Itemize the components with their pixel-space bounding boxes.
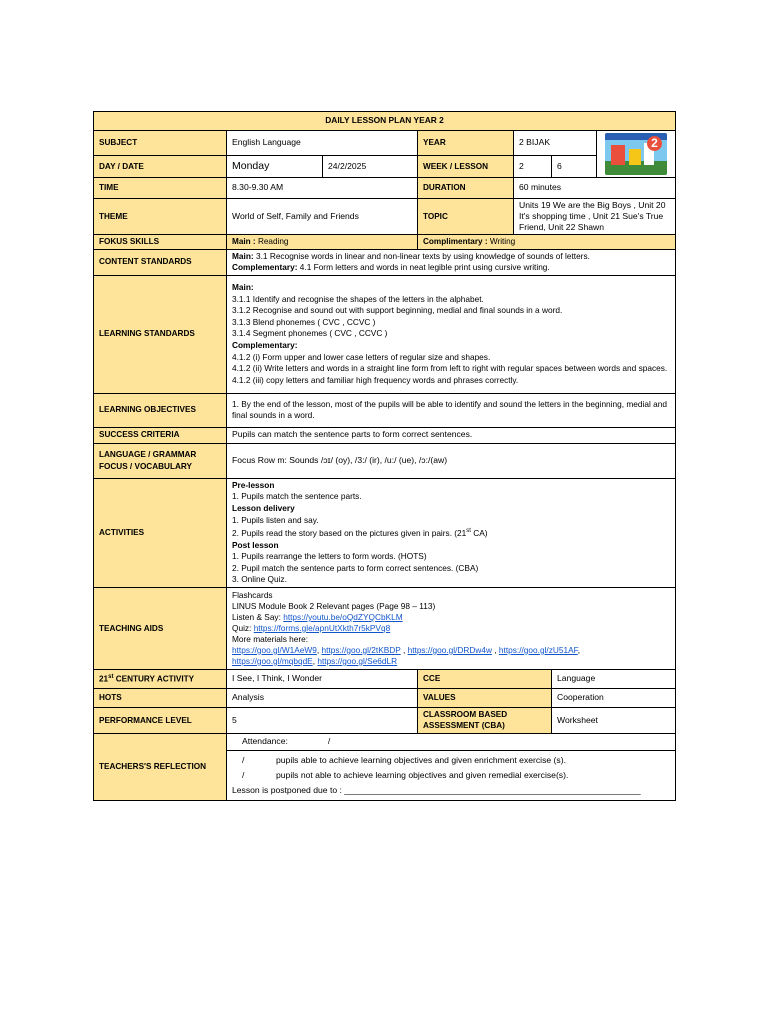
reflection-mark: / bbox=[242, 770, 245, 781]
attendance-cell bbox=[227, 734, 676, 751]
delivery-2-sup: st bbox=[466, 528, 471, 535]
learning-standards-label: LEARNING STANDARDS bbox=[94, 275, 227, 393]
fokus-main-value: Reading bbox=[257, 237, 289, 246]
aid-links-line: https://goo.gl/W1AeW9, https://goo.gl/2tKBDP , https://goo.gl/DRDw4w , https://goo.gl/zU51AF, bbox=[232, 644, 581, 655]
quiz-link[interactable]: https://forms.gle/apnUtXkth7r5kPVq8 bbox=[253, 622, 391, 633]
material-link[interactable]: https://goo.gl/Se6dLR bbox=[317, 655, 398, 666]
ls-main-item: 3.1.3 Blend phonemes ( CVC , CCVC ) bbox=[232, 316, 376, 327]
performance-row bbox=[94, 707, 676, 733]
listen-label: Listen & Say: bbox=[232, 611, 281, 622]
ls-comp-item: 4.1.2 (ii) Write letters and words in a straight line form from left to right with regular spaces between words and spaces. bbox=[232, 363, 668, 374]
reflection-mark: / bbox=[242, 755, 245, 766]
activities-row bbox=[94, 478, 676, 587]
content-standards-value bbox=[227, 249, 676, 275]
page-title: DAILY LESSON PLAN YEAR 2 bbox=[94, 112, 676, 131]
ls-comp-label: Complementary: bbox=[232, 340, 298, 351]
week-lesson-label: WEEK / LESSON bbox=[418, 156, 514, 178]
performance-level-value: 5 bbox=[227, 707, 418, 733]
learning-standards-value bbox=[227, 275, 676, 393]
time-row bbox=[94, 178, 676, 199]
material-link[interactable]: https://goo.gl/DRDw4w bbox=[407, 644, 492, 655]
ls-main-label: Main: bbox=[232, 282, 254, 293]
reflection-row-attendance bbox=[94, 734, 676, 751]
reflection-text: pupils able to achieve learning objectives and given enrichment exercise (s). bbox=[276, 755, 566, 766]
century-label-sup: st bbox=[108, 674, 114, 681]
post-lesson-item: 2. Pupil match the sentence parts to form correct sentences. (CBA) bbox=[232, 562, 479, 573]
fokus-main bbox=[227, 235, 418, 250]
cba-label: CLASSROOM BASED ASSESSMENT (CBA) bbox=[418, 707, 552, 733]
lesson-plan-table bbox=[93, 111, 676, 801]
subject-row bbox=[94, 131, 676, 156]
theme-value: World of Self, Family and Friends bbox=[227, 199, 418, 235]
century-activity-label bbox=[94, 669, 227, 688]
cs-main-label: Main: bbox=[232, 250, 254, 261]
hots-value: Analysis bbox=[227, 688, 418, 707]
book-cover-image bbox=[605, 133, 667, 175]
lesson-delivery-label: Lesson delivery bbox=[232, 502, 295, 513]
listen-link[interactable]: https://youtu.be/oQdZYQCbKLM bbox=[283, 611, 403, 622]
ls-comp-item: 4.1.2 (i) Form upper and lower case letters of regular size and shapes. bbox=[232, 351, 491, 362]
reflection-line bbox=[232, 768, 670, 783]
century-activity-row bbox=[94, 669, 676, 688]
cce-value: Language bbox=[552, 669, 676, 688]
learning-objectives-label: LEARNING OBJECTIVES bbox=[94, 393, 227, 427]
material-link[interactable]: https://goo.gl/mqbqdE bbox=[232, 655, 313, 666]
aid-more-label: More materials here: bbox=[232, 633, 309, 644]
success-criteria-label: SUCCESS CRITERIA bbox=[94, 427, 227, 443]
aid-module: LINUS Module Book 2 Relevant pages (Page 98 – 113) bbox=[232, 600, 436, 611]
hots-row bbox=[94, 688, 676, 707]
attendance-label: Attendance: bbox=[242, 736, 288, 747]
theme-row bbox=[94, 199, 676, 235]
content-standards-row bbox=[94, 249, 676, 275]
pre-lesson-item: 1. Pupils match the sentence parts. bbox=[232, 491, 362, 502]
year-label: YEAR bbox=[418, 131, 514, 156]
post-lesson-label: Post lesson bbox=[232, 539, 279, 550]
aid-flashcards: Flashcards bbox=[232, 589, 273, 600]
learning-objectives-row bbox=[94, 393, 676, 427]
day-value: Monday bbox=[227, 156, 323, 178]
date-value: 24/2/2025 bbox=[323, 156, 418, 178]
reflection-line bbox=[232, 753, 670, 768]
day-date-row bbox=[94, 156, 676, 178]
time-label: TIME bbox=[94, 178, 227, 199]
values-value: Cooperation bbox=[552, 688, 676, 707]
topic-value: Units 19 We are the Big Boys , Unit 20 It's shopping time , Unit 21 Sue's True Friend, Unit 22 Shawn bbox=[514, 199, 676, 235]
activities-value bbox=[227, 478, 676, 587]
learning-standards-row bbox=[94, 275, 676, 393]
attendance-sep: / bbox=[327, 736, 331, 747]
language-focus-value: Focus Row m: Sounds /ɔɪ/ (oy), /3:/ (ir), /u:/ (ue), /ɔ:/(aw) bbox=[227, 443, 676, 478]
performance-level-label: PERFORMANCE LEVEL bbox=[94, 707, 227, 733]
cba-value: Worksheet bbox=[552, 707, 676, 733]
ls-comp-item: 4.1.2 (iii) copy letters and familiar high frequency words and phrases correctly. bbox=[232, 374, 519, 385]
pre-lesson-label: Pre-lesson bbox=[232, 479, 275, 490]
learning-objectives-value: 1. By the end of the lesson, most of the pupils will be able to identify and sound the letters in the beginning, medial and final sounds in a word. bbox=[227, 393, 676, 427]
cce-label: CCE bbox=[418, 669, 552, 688]
postponed-line: Lesson is postponed due to : ______________________________________________________________ bbox=[232, 785, 641, 796]
reflection-label: TEACHERS'S REFLECTION bbox=[94, 734, 227, 801]
lesson-value: 6 bbox=[552, 156, 597, 178]
ls-main-item: 3.1.2 Recognise and sound out with support beginning, medial and final sounds in a word. bbox=[232, 305, 563, 316]
activities-label: ACTIVITIES bbox=[94, 478, 227, 587]
theme-label: THEME bbox=[94, 199, 227, 235]
lesson-delivery-item: 1. Pupils listen and say. bbox=[232, 514, 319, 525]
teaching-aids-label: TEACHING AIDS bbox=[94, 587, 227, 669]
reflection-details bbox=[227, 751, 676, 801]
century-activity-value: I See, I Think, I Wonder bbox=[227, 669, 418, 688]
content-standards-label: CONTENT STANDARDS bbox=[94, 249, 227, 275]
success-criteria-value: Pupils can match the sentence parts to form correct sentences. bbox=[227, 427, 676, 443]
aid-listen bbox=[232, 612, 670, 623]
lesson-delivery-item bbox=[232, 526, 670, 539]
lesson-plan-document bbox=[93, 111, 675, 801]
book-cover-cell bbox=[597, 131, 676, 178]
teaching-aids-value bbox=[227, 587, 676, 669]
material-link[interactable]: https://goo.gl/W1AeW9 bbox=[232, 644, 317, 655]
fokus-skills-row bbox=[94, 235, 676, 250]
post-lesson-item: 3. Online Quiz. bbox=[232, 574, 287, 585]
aid-quiz bbox=[232, 623, 670, 634]
time-value: 8.30-9.30 AM bbox=[227, 178, 418, 199]
language-focus-row bbox=[94, 443, 676, 478]
fokus-skills-label: FOKUS SKILLS bbox=[94, 235, 227, 250]
cs-comp-text: 4.1 Form letters and words in neat legible print using cursive writing. bbox=[299, 262, 550, 273]
material-link[interactable]: https://goo.gl/2tKBDP bbox=[321, 644, 401, 655]
cover-number: 2 bbox=[647, 136, 662, 151]
post-lesson-item: 1. Pupils rearrange the letters to form words. (HOTS) bbox=[232, 551, 427, 562]
week-value: 2 bbox=[514, 156, 552, 178]
delivery-2-end: CA) bbox=[470, 527, 488, 538]
cover-building bbox=[629, 149, 641, 165]
quiz-label: Quiz: bbox=[232, 622, 252, 633]
success-criteria-row bbox=[94, 427, 676, 443]
material-link[interactable]: https://goo.gl/zU51AF bbox=[498, 644, 578, 655]
reflection-text: pupils not able to achieve learning objectives and given remedial exercise(s). bbox=[276, 770, 569, 781]
values-label: VALUES bbox=[418, 688, 552, 707]
cs-main-text: 3.1 Recognise words in linear and non-linear texts by using knowledge of sounds of letters. bbox=[255, 250, 590, 261]
teaching-aids-row bbox=[94, 587, 676, 669]
aid-links-line: https://goo.gl/mqbqdE, https://goo.gl/Se6dLR bbox=[232, 655, 398, 666]
delivery-2-text: 2. Pupils read the story based on the pictures given in pairs. (21 bbox=[232, 527, 467, 538]
fokus-comp-value: Writing bbox=[489, 237, 516, 246]
fokus-comp bbox=[418, 235, 676, 250]
year-value: 2 BIJAK bbox=[514, 131, 597, 156]
topic-label: TOPIC bbox=[418, 199, 514, 235]
fokus-comp-label: Complimentary : bbox=[423, 237, 488, 246]
hots-label: HOTS bbox=[94, 688, 227, 707]
duration-label: DURATION bbox=[418, 178, 514, 199]
day-date-label: DAY / DATE bbox=[94, 156, 227, 178]
cs-comp-label: Complementary: bbox=[232, 262, 298, 273]
duration-value: 60 minutes bbox=[514, 178, 676, 199]
fokus-main-label: Main : bbox=[232, 237, 256, 246]
subject-label: SUBJECT bbox=[94, 131, 227, 156]
century-label-post: CENTURY ACTIVITY bbox=[113, 674, 195, 684]
ls-main-item: 3.1.4 Segment phonemes ( CVC , CCVC ) bbox=[232, 328, 388, 339]
cover-building bbox=[611, 145, 625, 165]
ls-main-item: 3.1.1 Identify and recognise the shapes of the letters in the alphabet. bbox=[232, 293, 484, 304]
subject-value: English Language bbox=[227, 131, 418, 156]
century-label-pre: 21 bbox=[99, 674, 109, 684]
title-row bbox=[94, 112, 676, 131]
language-focus-label: LANGUAGE / GRAMMAR FOCUS / VOCABULARY bbox=[94, 443, 227, 478]
